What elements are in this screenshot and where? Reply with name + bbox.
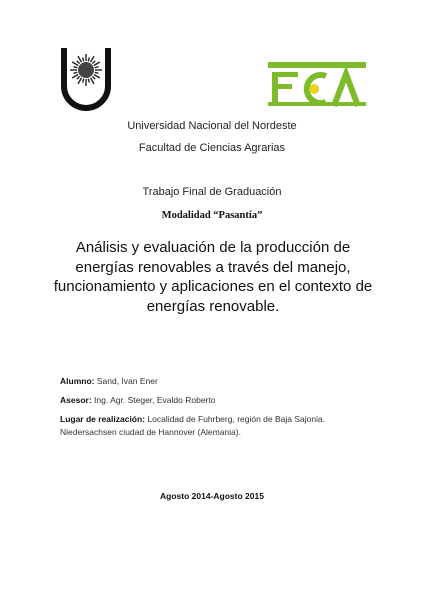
faculty-name: Facultad de Ciencias Agrarias [138, 142, 286, 154]
sun-ray [88, 79, 89, 83]
modality: Modalidad “Pasantía” [161, 210, 263, 221]
university-name: Universidad Nacional del Nordeste [127, 120, 297, 132]
sun-ray [72, 75, 78, 79]
advisor-line [60, 394, 215, 407]
unne-sun-logo [60, 46, 112, 114]
sun-ray [94, 62, 100, 66]
sun-ray [95, 72, 99, 73]
sun-ray [78, 56, 82, 62]
work-type: Trabajo Final de Graduación [142, 186, 282, 198]
student-value: Sand, Ivan Ener [96, 376, 158, 386]
sun-ray [92, 76, 95, 79]
sun-ray [72, 62, 78, 66]
sun-ray [73, 67, 77, 68]
sun-ray [91, 56, 95, 62]
student-label: Alumno: [60, 376, 95, 386]
place-line [60, 413, 380, 439]
sun-ray [95, 67, 99, 68]
advisor-label: Asesor: [60, 395, 92, 405]
sun-ray [73, 72, 77, 73]
sun-ray [91, 78, 95, 84]
sun-ray [88, 57, 89, 61]
sun-ray [83, 79, 84, 83]
sun-ray [92, 61, 95, 64]
sun-ray [94, 75, 100, 79]
sun-ray [77, 76, 80, 79]
sun-ray [78, 78, 82, 84]
date-range: Agosto 2014-Agosto 2015 [160, 491, 264, 501]
sun-ray [77, 61, 80, 64]
sun-ray [83, 57, 84, 61]
document-title: Análisis y evaluación de la producción de energías renovables a través del manejo, funcionamiento y aplicaciones en el contexto de energías renovable. [53, 239, 373, 315]
place-value: Localidad de Fuhrberg, región de Baja Sajonia. Niedersachsen ciudad de Hannover (Alemania). [60, 414, 326, 437]
student-line [60, 375, 158, 388]
advisor-value: Ing. Agr. Steger, Evaldo Roberto [94, 395, 216, 405]
fca-logo [268, 62, 366, 108]
place-label: Lugar de realización: [60, 414, 146, 424]
